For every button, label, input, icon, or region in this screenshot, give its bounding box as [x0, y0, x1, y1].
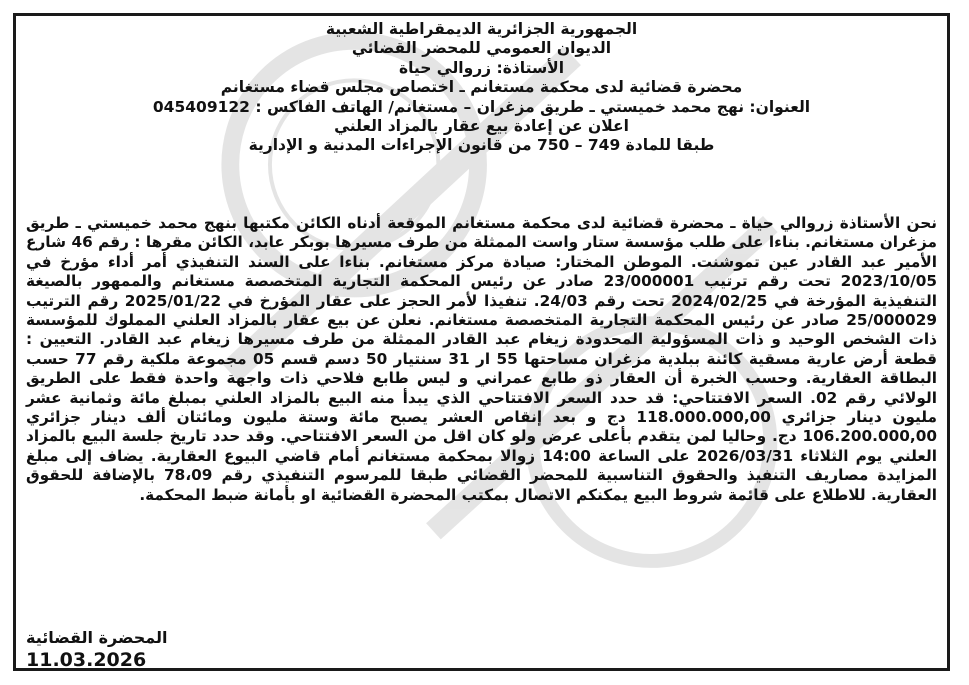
- notice-date: 11.03.2026: [26, 649, 147, 671]
- bailiff-name: الأستاذة: زروالي حياة: [398, 58, 565, 77]
- notice-footer: [26, 628, 937, 671]
- jurisdiction-line: محضرة قضائية لدى محكمة مستغانم ـ اختصاص مجلس قضاء مستغانم: [220, 78, 743, 97]
- notice-body-text: نحن الأستاذة زروالي حياة ـ محضرة قضائية لدى محكمة مستغانم الموقعة أدناه الكائن مكتبها بنهج محمد خميستي ـ طريق مزغران مستغانم. بناءا على طلب مؤسسة ستار واست الممثلة من طرف مسيرها بوبكر عابد، الكائن مقرها : رقم 46 شارع الأمير عبد القادر عين تموشنت. الموطن المختار: صيادة مركز مستغانم. بناءا على السند التنفيذي أمر أداء مؤرخ في 2023/10/05 تحت رقم ترتيب 23/000001 صادر عن رئيس المحكمة التجارية المتخصصة مستغانم والممهور بالصيغة التنفيذية المؤرخة في 2024/02/25 تحت رقم 24/03. تنفيذا لأمر الحجز على عقار المؤرخ في 2025/01/22 رقم الترتيب 25/000029 صادر عن رئيس المحكمة التجارية المتخصصة مستغانم. نعلن عن بيع عقار بالمزاد العلني المملوك للمؤسسة ذات الشخص الوحيد و ذات المسؤولية المحدودة زيغام عبد القادر الممثلة من طرف مسيرها زيغام عبد القادر. التعيين : قطعة أرض عارية مسقية كائنة ببلدية مزغران مساحتها 55 ار 31 سنتيار 50 دسم قسم 05 مجموعة ملكية رقم 77 حسب البطاقة العقارية. وحسب الخبرة أن العقار ذو طابع عمراني و ليس طابع فلاحي ذات واجهة واحدة فقط على الطريق الولائي رقم 02. السعر الافتتاحي: قد حدد السعر الافتتاحي الذي يبدأ منه البيع بالمزاد العلني بمبلغ مائة وثمانية عشر مليون دينار جزائري 118.000.000,00 دج و بعد إنقاص العشر يصبح مائة وستة مليون ومائتان ألف دينار جزائري 106.200.000,00 دج. وحاليا لمن يتقدم بأعلى عرض ولو كان اقل من السعر الافتتاحي. وقد حدد تاريخ جلسة البيع بالمزاد العلني يوم الثلاثاء 2026/03/31 على الساعة 14:00 زوالا بمحكمة مستغانم أمام قاضي البيوع العقارية. يضاف إلى مبلغ المزايدة مصاريف التنفيذ والحقوق التناسبية للمحضر القضائي طبقا للمرسوم التنفيذي رقم 78،09 بالإضافة للحقوق العقارية. للاطلاع على قائمة شروط البيع يمكنكم الاتصال بمكتب المحضرة القضائية او بأمانة ضبط المحكمة.: [26, 214, 938, 504]
- notice-frame: [13, 13, 950, 671]
- notice-header: [26, 20, 937, 156]
- notice-body: [26, 214, 937, 505]
- office-title: الديوان العمومي للمحضر القضائي: [351, 39, 612, 58]
- legal-basis: طبقا للمادة 749 – 750 من قانون الإجراءات المدنية و الإدارية: [248, 136, 715, 155]
- address-line: العنوان: نهج محمد خميستي ـ طريق مزغران – مستغانم/ الهاتف الفاكس : 045409122: [152, 97, 811, 116]
- notice-title: اعلان عن إعادة بيع عقار بالمزاد العلني: [334, 117, 629, 136]
- country-title: الجمهورية الجزائرية الديمقراطية الشعبية: [325, 20, 638, 38]
- signature-label: المحضرة القضائية: [26, 628, 168, 647]
